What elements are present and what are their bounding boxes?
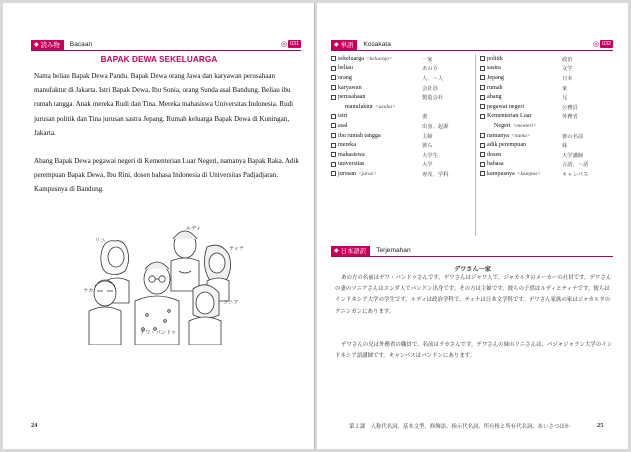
vocab-meaning: 大学 <box>422 162 433 169</box>
vocab-row <box>480 54 616 64</box>
section-tag-label: 単語 <box>340 40 354 49</box>
vocab-word: karyawan <box>338 84 362 91</box>
label-dewa: デワ・パンドゥ <box>140 330 177 336</box>
vocab-word: istri <box>338 113 348 120</box>
sonia-figure <box>189 285 221 345</box>
vocab-word: manufaktur <box>345 103 374 110</box>
vocab-root: <jurus> <box>357 170 377 177</box>
vocab-word: perusahaan <box>338 94 366 101</box>
checkbox-icon[interactable] <box>331 85 336 90</box>
vocab-row <box>480 92 616 102</box>
checkbox-icon[interactable] <box>480 66 485 71</box>
vocab-meaning: 会社員 <box>422 85 438 92</box>
vocab-meaning: 専攻、学科 <box>422 171 449 178</box>
checkbox-icon[interactable] <box>480 171 485 176</box>
vocab-word: orang <box>338 74 352 81</box>
checkbox-icon[interactable] <box>331 133 336 138</box>
vocab-word: ibu rumah tangga <box>338 132 381 139</box>
checkbox-icon[interactable] <box>331 95 336 100</box>
page-number: 25 <box>597 422 604 429</box>
vocab-row <box>331 102 473 112</box>
vocab-word: universitas <box>338 161 365 168</box>
family-illustration <box>75 211 255 345</box>
vocab-row <box>480 169 616 179</box>
checkbox-icon[interactable] <box>331 123 336 128</box>
vocab-word: sastra <box>487 65 501 72</box>
translation-title: デワさん一家 <box>453 266 492 273</box>
vocab-root: <kampus> <box>516 170 541 177</box>
vocab-meaning: 大学講師 <box>562 152 584 159</box>
vocab-meaning: あの方 <box>422 66 438 73</box>
checkbox-icon[interactable] <box>480 85 485 90</box>
vocab-word: kampusnya <box>487 170 515 177</box>
cd-icon: ◎ <box>592 40 599 48</box>
reading-title: BAPAK DEWA SEKELUARGA <box>100 55 218 64</box>
vocab-word: sekeluarga <box>338 55 364 62</box>
vocab-word: beliau <box>338 65 353 72</box>
reading-section-header <box>31 39 301 51</box>
vocab-meaning: キャンパス <box>562 171 589 178</box>
chapter-footer: 第２課 人称代名詞、基本文型、修飾語、指示代名詞、所有格と所有代名詞、あいさつほか <box>349 424 571 430</box>
vocab-row <box>480 160 616 170</box>
checkbox-icon[interactable] <box>480 133 485 138</box>
section-tag <box>331 40 357 50</box>
checkbox-icon[interactable] <box>480 152 485 157</box>
section-tag-label: 日本語訳 <box>340 246 367 255</box>
vocab-row <box>331 112 473 122</box>
label-sonia: ソニア <box>223 300 239 306</box>
bullet-icon: ◆ <box>34 40 39 48</box>
checkbox-icon[interactable] <box>480 75 485 80</box>
translation-section-header <box>331 245 613 257</box>
vocab-meaning: 日本 <box>562 75 573 82</box>
vocab-word: Kementerian Luar <box>487 113 532 120</box>
vocab-row <box>331 83 473 93</box>
vocab-word: namanya <box>487 132 509 139</box>
label-raka: ラカ <box>83 288 94 294</box>
vocab-meaning: 公務員 <box>562 104 578 111</box>
track-code: 032 <box>602 41 611 47</box>
track-code: 031 <box>290 41 299 47</box>
vocab-word: adik perempuan <box>487 142 527 149</box>
vocab-meaning: 言語、〜語 <box>562 162 589 169</box>
vocab-list-left <box>331 54 473 179</box>
checkbox-icon[interactable] <box>480 56 485 61</box>
checkbox-icon[interactable] <box>331 162 336 167</box>
checkbox-icon[interactable] <box>331 171 336 176</box>
reading-paragraph-2: Abang Bapak Dewa pegawai negeri di Kementerian Luar Negeri, namanya Bapak Raka. Adik perempuan Bapak Dewa, Ibu Rini, dosen bahasa Indonesia di Universitas Padjadjaran. Kampusnya di Bandung. <box>34 157 299 194</box>
vocab-root: <usaha> <box>375 103 396 110</box>
section-title: Bacaan <box>69 41 93 48</box>
checkbox-icon[interactable] <box>331 66 336 71</box>
vocab-row <box>331 73 473 83</box>
label-rudi: ルディ <box>186 226 202 232</box>
vocab-word: rumah <box>487 84 503 91</box>
vocab-word: politik <box>487 55 503 62</box>
bullet-icon: ◆ <box>334 246 339 254</box>
vocab-row <box>480 150 616 160</box>
vocab-meaning: 妻 <box>422 114 428 121</box>
vocab-row <box>331 140 473 150</box>
vocab-row <box>331 54 473 64</box>
reading-paragraph-1: Nama beliau Bapak Dewa Pandu. Bapak Dewa orang Jawa dan karyawan perusahaan manufaktur di Jakarta. Istri Bapak Dewa, Ibu Sonia, orang Sunda asal Bandung. Beliau ibu rumah tangga. Anak mereka Rudi dan Tina. Mereka mahasiswa Universitas Indonesia. Rudi jurusan politik dan Tina jurusan sastra Jepang. Rumah keluarga Bapak Dewa di Kuningan, Jakarta. <box>34 72 294 137</box>
label-tina: ティナ <box>229 246 245 252</box>
vocab-meaning: 家 <box>562 85 568 92</box>
vocab-list-right <box>480 54 616 179</box>
vocab-word: pegawai negeri <box>487 103 525 110</box>
rudi-figure <box>171 231 199 291</box>
vocab-row <box>331 150 473 160</box>
checkbox-icon[interactable] <box>331 56 336 61</box>
vocab-row <box>331 160 473 170</box>
section-title: Terjemahan <box>376 247 411 254</box>
vocab-meaning: 彼の名前 <box>562 133 584 140</box>
vocab-row <box>331 169 473 179</box>
translation-paragraph-1: あの方の名前はデワ・パンドゥさんです。デワさんはジャワ人で、ジャカルタのメーカーの社員です。デワさんの妻のソニアさんはスンダ人でバンドン出身です。その方は主婦です。彼らの子供はルディとティナです。彼らはインドネシア大学の学生です。ルディは政治学科で、ティナは日本文学科です。デワさん家族の家はジャカルタのクニンガンにあります。 <box>335 275 612 315</box>
checkbox-icon[interactable] <box>480 114 485 119</box>
cd-icon: ◎ <box>280 40 287 48</box>
vocab-meaning: 一家 <box>422 56 433 63</box>
vocab-row <box>331 64 473 74</box>
vocab-meaning: 彼ら <box>422 143 433 150</box>
vocab-section-header <box>331 39 613 51</box>
checkbox-icon[interactable] <box>480 95 485 100</box>
track-number <box>593 40 613 48</box>
vocab-row <box>480 140 616 150</box>
vocab-meaning: 政治 <box>562 56 573 63</box>
bullet-icon: ◆ <box>334 40 339 48</box>
right-page <box>317 3 628 449</box>
vocab-word: Negeri <box>494 122 511 129</box>
section-title: Kosakata <box>363 41 391 48</box>
checkbox-icon[interactable] <box>480 143 485 148</box>
vocab-meaning: 妹 <box>562 143 568 150</box>
checkbox-icon[interactable] <box>480 104 485 109</box>
section-tag <box>331 246 370 256</box>
vocab-meaning: 製造会社 <box>422 95 444 102</box>
vocab-meaning: 大学生 <box>422 152 438 159</box>
vocab-row <box>480 102 616 112</box>
vocab-divider <box>475 54 476 236</box>
vocab-word: bahasa <box>487 161 504 168</box>
vocab-word: mahasiswa <box>338 151 365 158</box>
checkbox-icon[interactable] <box>331 143 336 148</box>
checkbox-icon[interactable] <box>331 75 336 80</box>
vocab-meaning: 出身、起源 <box>422 123 449 130</box>
vocab-root: <nama> <box>511 132 531 139</box>
vocab-meaning: 主婦 <box>422 133 433 140</box>
vocab-word: jurusan <box>338 170 356 177</box>
section-tag-label: 読み物 <box>40 40 60 49</box>
vocab-meaning: 外務省 <box>562 114 578 121</box>
vocab-row <box>480 73 616 83</box>
vocab-word: mereka <box>338 142 356 149</box>
vocab-row <box>331 92 473 102</box>
checkbox-icon[interactable] <box>331 152 336 157</box>
vocab-row <box>480 64 616 74</box>
vocab-word: Jepang <box>487 74 504 81</box>
vocab-meaning: 文学 <box>562 66 573 73</box>
label-rini: リニ <box>95 238 106 244</box>
vocab-row <box>480 131 616 141</box>
vocab-row <box>480 83 616 93</box>
vocab-row <box>331 121 473 131</box>
vocab-root: <keluarga> <box>365 55 393 62</box>
vocab-row <box>480 121 616 131</box>
translation-paragraph-2: デワさんの兄は外務省の職員で、名前はラカさんです。デワさんの妹のリニさんは、パジャジャラン大学のインドネシア語講師です。キャンパスはバンドンにあります。 <box>335 342 613 360</box>
page-number: 24 <box>31 422 38 429</box>
track-number <box>281 40 301 48</box>
checkbox-icon[interactable] <box>331 114 336 119</box>
vocab-meaning: 兄 <box>562 95 568 102</box>
left-page <box>3 3 315 449</box>
vocab-meaning: 人、〜人 <box>422 75 444 82</box>
vocab-word: abang <box>487 94 502 101</box>
vocab-row <box>331 131 473 141</box>
vocab-word: asal <box>338 122 348 129</box>
vocab-row <box>480 112 616 122</box>
section-tag <box>31 40 64 50</box>
vocab-root: <menteri> <box>512 122 537 129</box>
vocab-word: dosen <box>487 151 502 158</box>
checkbox-icon[interactable] <box>480 162 485 167</box>
